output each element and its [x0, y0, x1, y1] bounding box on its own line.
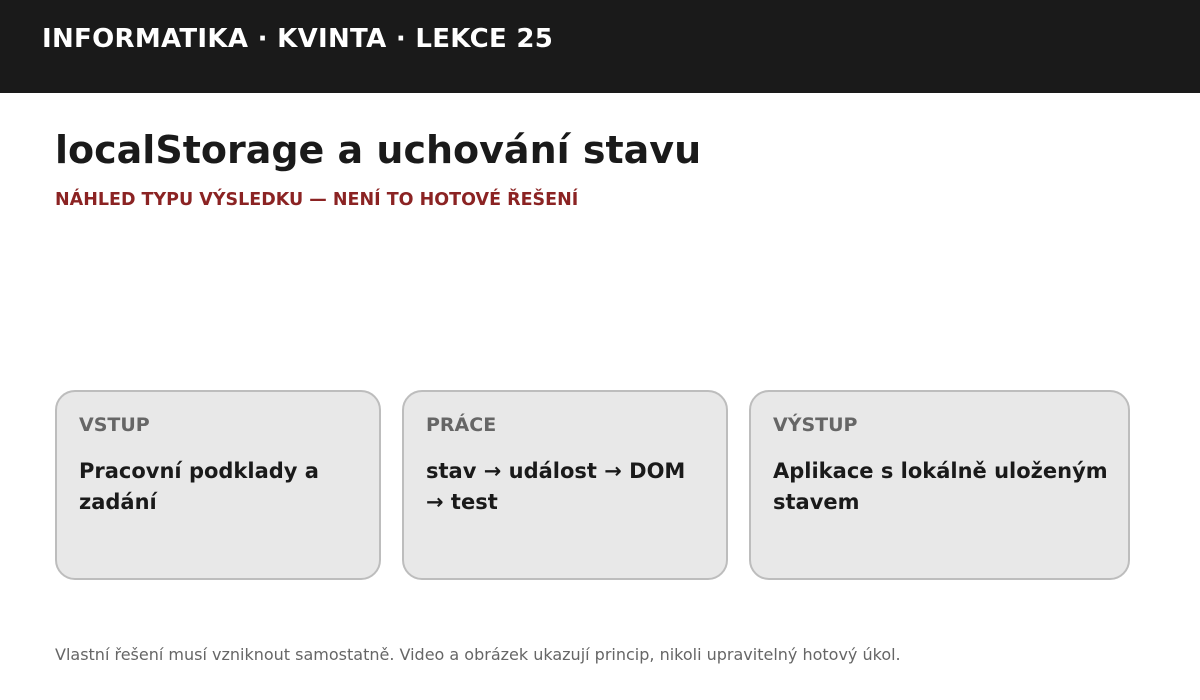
card-input	[55, 390, 381, 580]
header-bar	[0, 0, 1200, 93]
card-text: stav → událost → DOM → test	[426, 459, 686, 514]
card-text: Aplikace s lokálně uloženým stavem	[773, 459, 1108, 514]
page-title: localStorage a uchování stavu	[55, 128, 702, 172]
card-label: VÝSTUP	[773, 414, 858, 436]
card-label: VSTUP	[79, 414, 150, 436]
card-text: Pracovní podklady a zadání	[79, 459, 319, 514]
footer-note: Vlastní řešení musí vzniknout samostatně. Video a obrázek ukazují princip, nikoli upravitelný hotový úkol.	[55, 645, 901, 664]
card-work	[402, 390, 728, 580]
page-subtitle: NÁHLED TYPU VÝSLEDKU — NENÍ TO HOTOVÉ ŘEŠENÍ	[55, 190, 579, 210]
card-output	[749, 390, 1130, 580]
header-title: INFORMATIKA · KVINTA · LEKCE 25	[42, 24, 554, 54]
card-label: PRÁCE	[426, 414, 497, 436]
